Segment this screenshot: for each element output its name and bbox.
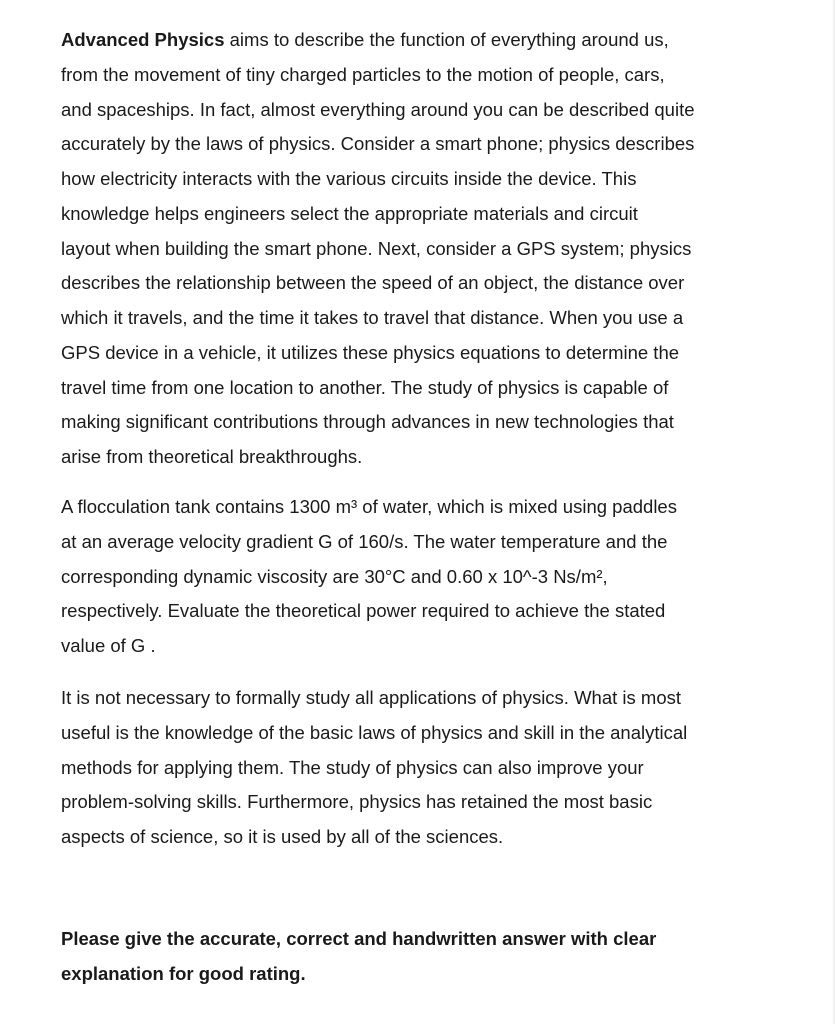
text-line: corresponding dynamic viscosity are 30°C and 0.60 x 10^-3 Ns/m², bbox=[61, 565, 608, 587]
text-line: making significant contributions through advances in new technologies that bbox=[61, 411, 674, 433]
text-line: A flocculation tank contains 1300 m³ of water, which is mixed using paddles bbox=[61, 496, 677, 517]
text-line: which it travels, and the time it takes to travel that distance. When you use a bbox=[61, 307, 684, 328]
text-line: GPS device in a vehicle, it utilizes these physics equations to determine the bbox=[61, 341, 680, 363]
text-line: describes the relationship between the speed of an object, the distance over bbox=[61, 272, 685, 294]
text-line: It is not necessary to formally study all applications of physics. What is most bbox=[61, 687, 681, 708]
closing-paragraph bbox=[61, 681, 791, 855]
text-line: and spaceships. In fact, almost everything around you can be described quite bbox=[61, 98, 695, 120]
intro-paragraph bbox=[61, 23, 791, 475]
text-line: aspects of science, so it is used by all of the sciences. bbox=[61, 826, 504, 847]
text-line: explanation for good rating. bbox=[61, 962, 306, 984]
text-line: arise from theoretical breakthroughs. bbox=[61, 446, 363, 467]
text-line: methods for applying them. The study of physics can also improve your bbox=[61, 756, 644, 778]
lead-bold-text: Advanced Physics bbox=[61, 29, 225, 50]
text-line: layout when building the smart phone. Next, consider a GPS system; physics bbox=[61, 237, 692, 259]
text-line: Please give the accurate, correct and handwritten answer with clear bbox=[61, 928, 657, 949]
text-line-content: aims to describe the function of everything around us, bbox=[224, 29, 669, 50]
text-line bbox=[61, 23, 791, 58]
text-line: problem-solving skills. Furthermore, physics has retained the most basic bbox=[61, 791, 653, 813]
text-line: knowledge helps engineers select the appropriate materials and circuit bbox=[61, 202, 638, 224]
problem-paragraph bbox=[61, 490, 791, 664]
text-line: how electricity interacts with the various circuits inside the device. This bbox=[61, 168, 637, 189]
text-line: at an average velocity gradient G of 160/s. The water temperature and the bbox=[61, 530, 668, 552]
text-line: travel time from one location to another. The study of physics is capable of bbox=[61, 376, 669, 398]
text-line: respectively. Evaluate the theoretical power required to achieve the stated bbox=[61, 600, 666, 622]
text-line: useful is the knowledge of the basic laws of physics and skill in the analytical bbox=[61, 721, 688, 743]
text-line: accurately by the laws of physics. Consider a smart phone; physics describes bbox=[61, 133, 695, 155]
text-line: from the movement of tiny charged particles to the motion of people, cars, bbox=[61, 63, 665, 85]
request-note bbox=[61, 922, 791, 992]
text-line: value of G . bbox=[61, 635, 156, 656]
